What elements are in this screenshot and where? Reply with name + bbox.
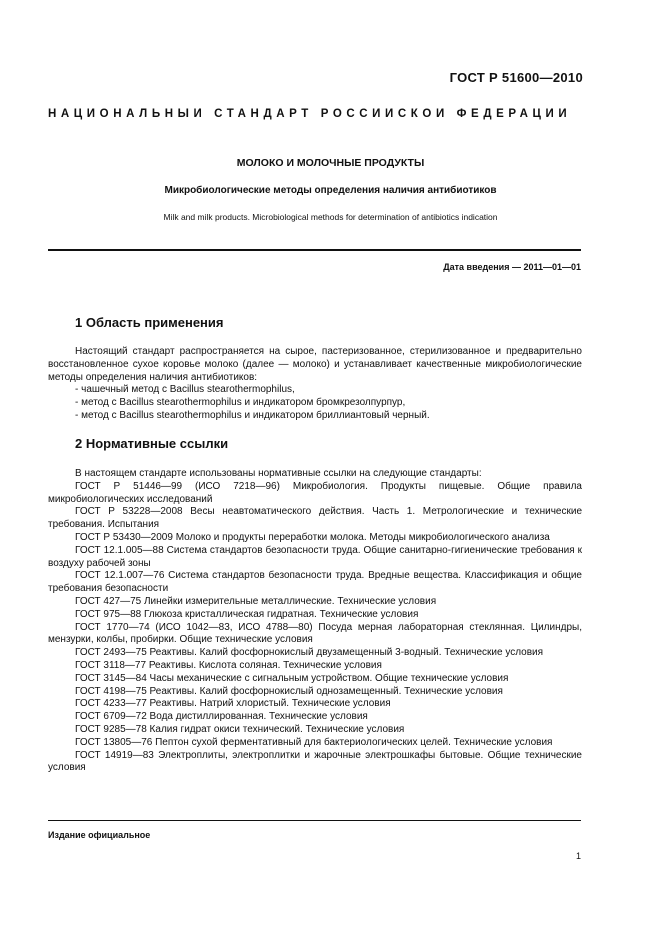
section-2-heading: 2 Нормативные ссылки <box>75 436 229 451</box>
method-list-item: - метод с Bacillus stearothermophilus и индикатором бриллиантовый черный. <box>75 409 430 421</box>
document-title-english: Milk and milk products. Microbiological methods for determination of antibiotics indication <box>163 212 498 222</box>
section-1-body <box>48 346 582 423</box>
reference-item: ГОСТ Р 53430—2009 Молоко и продукты переработки молока. Методы микробиологического анализа <box>75 531 550 543</box>
page-number: 1 <box>575 851 581 861</box>
reference-item: ГОСТ 12.1.005—88 Система стандартов безопасности труда. Общие санитарно-гигиенические требования к воздуху рабочей зоны <box>48 544 582 569</box>
title-divider <box>48 249 581 251</box>
method-list-item: - метод с Bacillus stearothermophilus и индикатором бромкрезолпурпур, <box>75 397 406 409</box>
reference-item: ГОСТ 3145—84 Часы механические с сигнальным устройством. Общие технические условия <box>75 672 509 684</box>
reference-item: ГОСТ 4198—75 Реактивы. Калий фосфорнокислый однозамещенный. Технические условия <box>75 685 503 697</box>
reference-item: ГОСТ 6709—72 Вода дистиллированная. Технические условия <box>75 711 368 723</box>
reference-item: ГОСТ Р 51446—99 (ИСО 7218—96) Микробиология. Продукты пищевые. Общие правила микробиологических исследований <box>48 480 582 505</box>
reference-item: ГОСТ 14919—83 Электроплиты, электроплитки и жарочные электрошкафы бытовые. Общие технические условия <box>48 749 582 774</box>
reference-item: ГОСТ 12.1.007—76 Система стандартов безопасности труда. Вредные вещества. Классификация и общие требования безопасности <box>48 570 582 595</box>
reference-item: ГОСТ Р 53228—2008 Весы неавтоматического действия. Часть 1. Метрологические и технические требования. Испытания <box>48 506 582 531</box>
official-edition-label: Издание официальное <box>48 830 151 840</box>
section-2-intro: В настоящем стандарте использованы нормативные ссылки на следующие стандарты: <box>75 468 482 479</box>
national-standard-banner: НАЦИОНАЛЬНЫЙ СТАНДАРТ РОССИЙСКОЙ ФЕДЕРАЦИИ <box>48 108 572 120</box>
document-designation: ГОСТ Р 51600—2010 <box>449 70 583 85</box>
reference-item: ГОСТ 3118—77 Реактивы. Кислота соляная. Технические условия <box>75 659 382 671</box>
reference-item: ГОСТ 975—88 Глюкоза кристаллическая гидратная. Технические условия <box>75 608 419 620</box>
reference-item: ГОСТ 1770—74 (ИСО 1042—83, ИСО 4788—80) Посуда мерная лабораторная стеклянная. Цилиндры, мензурки, колбы, пробирки. Общие технические условия <box>48 621 582 646</box>
reference-item: ГОСТ 2493—75 Реактивы. Калий фосфорнокислый двузамещенный 3-водный. Технические условия <box>75 647 544 659</box>
footer-divider <box>48 820 581 821</box>
reference-item: ГОСТ 9285—78 Калия гидрат окиси технический. Технические условия <box>75 723 405 735</box>
document-subtitle: Микробиологические методы определения наличия антибиотиков <box>164 185 497 196</box>
document-title: МОЛОКО И МОЛОЧНЫЕ ПРОДУКТЫ <box>236 157 425 169</box>
introduction-date: Дата введения — 2011—01—01 <box>443 262 581 272</box>
method-list-item: - чашечный метод с Bacillus stearothermophilus, <box>75 384 295 396</box>
section-1-heading: 1 Область применения <box>75 315 224 330</box>
section-1-paragraph: Настоящий стандарт распространяется на сырое, пастеризованное, стерилизованное и предварительно восстановленное сухое коровье молоко (далее — молоко) и устанавливает качественные микробиологические методы определения наличия антибиотиков: <box>48 346 582 383</box>
reference-item: ГОСТ 13805—76 Пептон сухой ферментативный для бактериологических целей. Технические условия <box>75 736 553 748</box>
section-2-body <box>48 468 582 775</box>
reference-item: ГОСТ 4233—77 Реактивы. Натрий хлористый. Технические условия <box>75 698 391 710</box>
reference-item: ГОСТ 427—75 Линейки измерительные металлические. Технические условия <box>75 595 437 607</box>
